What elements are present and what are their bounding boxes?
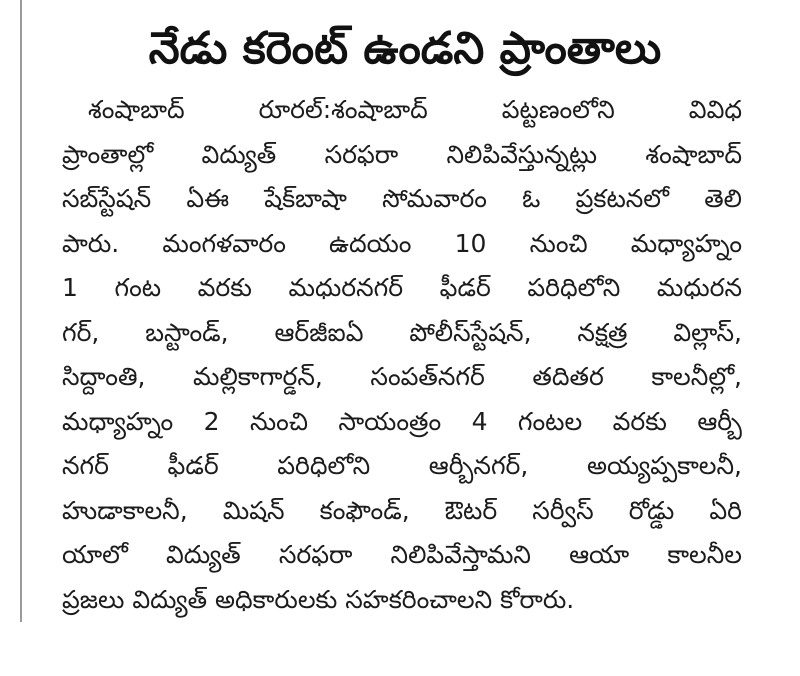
article-body bbox=[62, 88, 742, 622]
article-line: పారు. మంగళవారం ఉదయం 10 నుంచి మధ్యాహ్నం bbox=[62, 228, 742, 258]
article-line: మధ్యాహ్నం 2 నుంచి సాయంత్రం 4 గంటల వరకు ఆర్బీ bbox=[62, 406, 742, 436]
article-line: సబ్‌స్టేషన్ ఏఈ షేక్‌బాషా సోమవారం ఓ ప్రకటనలో తెలి bbox=[62, 184, 742, 213]
article-line: సిద్దాంతి, మల్లికాగార్డన్, సంపత్‌నగర్ తదితర కాలనీల్లో, bbox=[62, 362, 742, 391]
article-line: ప్రాంతాల్లో విద్యుత్ సరఫరా నిలిపివేస్తున్నట్లు శంషాబాద్ bbox=[62, 139, 742, 169]
headline: నేడు కరెంట్ ఉండని ప్రాంతాలు bbox=[148, 23, 662, 74]
article-line: 1 గంట వరకు మధురనగర్ ఫీడర్ పరిధిలోని మధురన bbox=[62, 273, 742, 302]
article-line: గర్, బస్టాండ్, ఆర్‌జీఐఏ పోలీస్‌స్టేషన్, నక్షత్ర విల్లాస్, bbox=[62, 317, 742, 347]
article-line: యాలో విద్యుత్ సరఫరా నిలిపివేస్తామని ఆయా కాలనీల bbox=[62, 540, 742, 569]
column-divider bbox=[20, 0, 22, 622]
article-line: నగర్ ఫీడర్ పరిధిలోని ఆర్బీనగర్, అయ్యప్పకాలనీ, bbox=[62, 451, 742, 480]
article-line: ప్రజలు విద్యుత్ అధికారులకు సహకరించాలని కోరారు. bbox=[62, 584, 575, 614]
article-line: శంషాబాద్ రూరల్:శంషాబాద్ పట్టణంలోని వివిధ bbox=[88, 95, 742, 124]
article-line: హుడాకాలనీ, మిషన్ కంఫౌండ్, ఔటర్ సర్వీస్ రోడ్డు ఏరి bbox=[62, 495, 742, 525]
